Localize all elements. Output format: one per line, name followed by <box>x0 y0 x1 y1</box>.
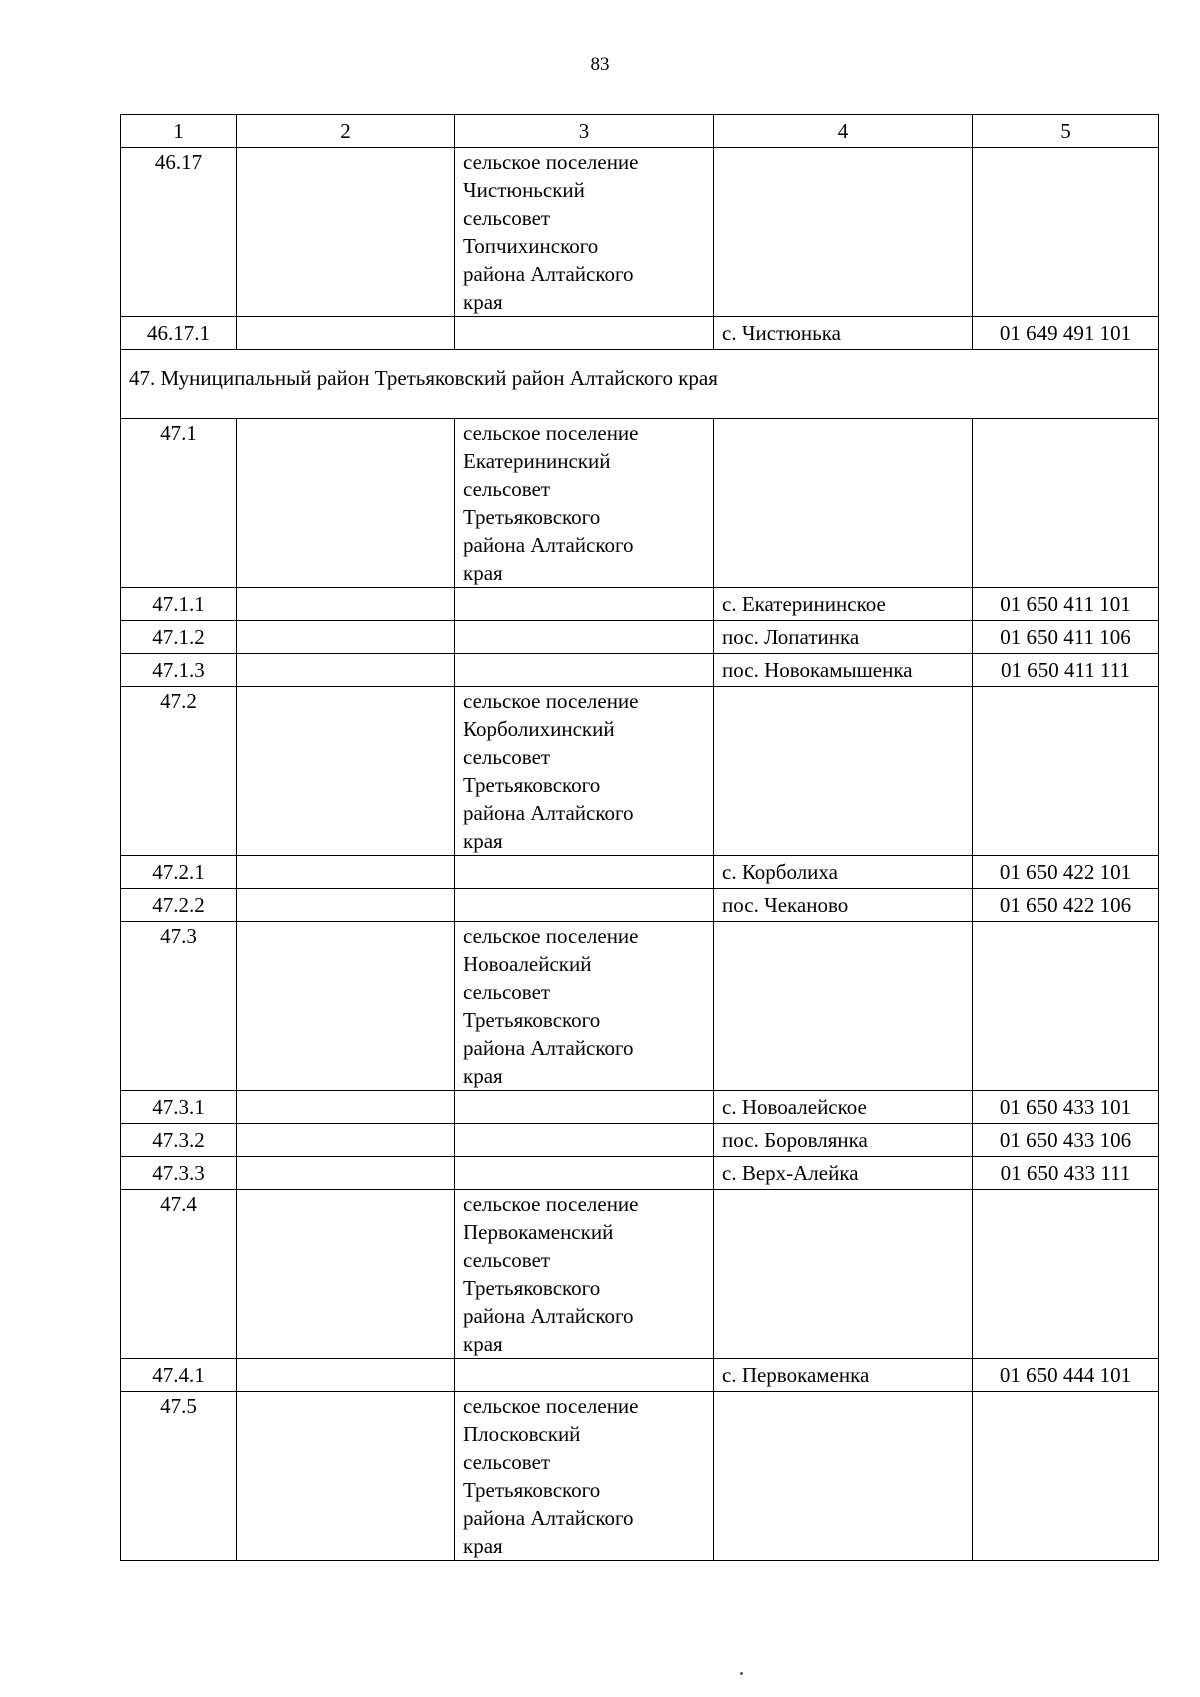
row-number: 47.5 <box>121 1392 237 1561</box>
settlement-name-line: края <box>463 290 503 314</box>
settlement-row <box>121 148 1159 317</box>
empty-cell <box>237 148 455 317</box>
locality-row <box>121 621 1159 654</box>
oktmo-code: 01 650 422 101 <box>973 856 1159 889</box>
column-header-5: 5 <box>973 115 1159 148</box>
settlement-row <box>121 687 1159 856</box>
empty-cell <box>237 1392 455 1561</box>
oktmo-code: 01 650 411 111 <box>973 654 1159 687</box>
row-number: 47.4 <box>121 1190 237 1359</box>
locality-name: с. Екатерининское <box>714 588 973 621</box>
settlement-name-line: сельское поселение <box>463 924 639 948</box>
empty-cell <box>973 148 1159 317</box>
empty-cell <box>237 1190 455 1359</box>
row-number: 47.3.2 <box>121 1124 237 1157</box>
settlement-name-line: района Алтайского <box>463 1506 634 1530</box>
settlement-name <box>455 419 714 588</box>
empty-cell <box>237 856 455 889</box>
locality-row <box>121 654 1159 687</box>
settlement-name-line: сельсовет <box>463 477 551 501</box>
oktmo-code: 01 649 491 101 <box>973 317 1159 350</box>
locality-row <box>121 889 1159 922</box>
empty-cell <box>237 621 455 654</box>
settlement-name-line: района Алтайского <box>463 1304 634 1328</box>
empty-cell <box>714 1392 973 1561</box>
settlement-name-line: сельское поселение <box>463 689 639 713</box>
column-header-1: 1 <box>121 115 237 148</box>
row-number: 47.3 <box>121 922 237 1091</box>
settlement-name-line: сельсовет <box>463 1248 551 1272</box>
row-number: 47.4.1 <box>121 1359 237 1392</box>
empty-cell <box>455 621 714 654</box>
empty-cell <box>237 317 455 350</box>
locality-row <box>121 317 1159 350</box>
section-heading: 47. Муниципальный район Третьяковский район Алтайского края <box>121 350 1159 419</box>
table-body <box>121 148 1159 1561</box>
locality-name: пос. Боровлянка <box>714 1124 973 1157</box>
settlement-name-line: сельсовет <box>463 980 551 1004</box>
settlement-name-line: Чистюньский <box>463 178 585 202</box>
settlement-row <box>121 1392 1159 1561</box>
locality-name: с. Новоалейское <box>714 1091 973 1124</box>
empty-cell <box>237 889 455 922</box>
oktmo-code: 01 650 433 106 <box>973 1124 1159 1157</box>
oktmo-code: 01 650 422 106 <box>973 889 1159 922</box>
registry-table <box>120 114 1159 1561</box>
locality-name: пос. Чеканово <box>714 889 973 922</box>
page-number: 83 <box>590 54 610 75</box>
empty-cell <box>237 687 455 856</box>
locality-name: с. Верх-Алейка <box>714 1157 973 1190</box>
settlement-name <box>455 148 714 317</box>
empty-cell <box>973 922 1159 1091</box>
settlement-name-line: района Алтайского <box>463 533 634 557</box>
locality-name: пос. Новокамышенка <box>714 654 973 687</box>
settlement-name <box>455 922 714 1091</box>
empty-cell <box>455 1124 714 1157</box>
locality-row <box>121 588 1159 621</box>
row-number: 47.1.2 <box>121 621 237 654</box>
locality-name: с. Чистюнька <box>714 317 973 350</box>
empty-cell <box>237 588 455 621</box>
locality-name: с. Первокаменка <box>714 1359 973 1392</box>
settlement-name-line: Первокаменский <box>463 1220 614 1244</box>
empty-cell <box>973 687 1159 856</box>
row-number: 47.2.2 <box>121 889 237 922</box>
settlement-name-line: сельское поселение <box>463 1394 639 1418</box>
locality-name: пос. Лопатинка <box>714 621 973 654</box>
oktmo-code: 01 650 433 111 <box>973 1157 1159 1190</box>
row-number: 47.1.1 <box>121 588 237 621</box>
empty-cell <box>714 922 973 1091</box>
settlement-name-line: Екатерининский <box>463 449 611 473</box>
empty-cell <box>973 419 1159 588</box>
locality-row <box>121 856 1159 889</box>
settlement-name-line: Плосковский <box>463 1422 581 1446</box>
settlement-name-line: края <box>463 1064 503 1088</box>
settlement-name-line: сельское поселение <box>463 150 639 174</box>
empty-cell <box>973 1190 1159 1359</box>
row-number: 47.2 <box>121 687 237 856</box>
empty-cell <box>455 856 714 889</box>
oktmo-code: 01 650 433 101 <box>973 1091 1159 1124</box>
empty-cell <box>455 1359 714 1392</box>
oktmo-code: 01 650 444 101 <box>973 1359 1159 1392</box>
settlement-name-line: Новоалейский <box>463 952 592 976</box>
empty-cell <box>455 654 714 687</box>
settlement-row <box>121 419 1159 588</box>
oktmo-code: 01 650 411 101 <box>973 588 1159 621</box>
row-number: 46.17.1 <box>121 317 237 350</box>
settlement-name-line: Третьяковского <box>463 1008 601 1032</box>
locality-row <box>121 1091 1159 1124</box>
settlement-name-line: Третьяковского <box>463 773 601 797</box>
settlement-name-line: Третьяковского <box>463 505 601 529</box>
row-number: 47.1 <box>121 419 237 588</box>
settlement-name-line: края <box>463 1534 503 1558</box>
settlement-name-line: Третьяковского <box>463 1276 601 1300</box>
settlement-row <box>121 1190 1159 1359</box>
empty-cell <box>455 889 714 922</box>
column-header-4: 4 <box>714 115 973 148</box>
settlement-name-line: сельсовет <box>463 206 551 230</box>
settlement-name <box>455 1392 714 1561</box>
empty-cell <box>237 922 455 1091</box>
empty-cell <box>973 1392 1159 1561</box>
settlement-name-line: Корболихинский <box>463 717 615 741</box>
settlement-name-line: сельсовет <box>463 1450 551 1474</box>
locality-name: с. Корболиха <box>714 856 973 889</box>
settlement-name-line: района Алтайского <box>463 801 634 825</box>
row-number: 47.3.1 <box>121 1091 237 1124</box>
table-header-row <box>121 115 1159 148</box>
oktmo-code: 01 650 411 106 <box>973 621 1159 654</box>
empty-cell <box>237 1091 455 1124</box>
settlement-name-line: края <box>463 561 503 585</box>
settlement-name-line: района Алтайского <box>463 1036 634 1060</box>
empty-cell <box>237 1359 455 1392</box>
row-number: 46.17 <box>121 148 237 317</box>
column-header-3: 3 <box>455 115 714 148</box>
empty-cell <box>455 1157 714 1190</box>
scan-artifact-dot <box>740 1672 743 1675</box>
settlement-row <box>121 922 1159 1091</box>
settlement-name-line: сельсовет <box>463 745 551 769</box>
settlement-name <box>455 687 714 856</box>
settlement-name-line: края <box>463 829 503 853</box>
empty-cell <box>237 1157 455 1190</box>
locality-row <box>121 1157 1159 1190</box>
empty-cell <box>714 148 973 317</box>
empty-cell <box>237 419 455 588</box>
empty-cell <box>237 1124 455 1157</box>
settlement-name-line: Топчихинского <box>463 234 599 258</box>
settlement-name-line: района Алтайского <box>463 262 634 286</box>
locality-row <box>121 1124 1159 1157</box>
row-number: 47.2.1 <box>121 856 237 889</box>
empty-cell <box>237 654 455 687</box>
empty-cell <box>455 1091 714 1124</box>
settlement-name-line: сельское поселение <box>463 1192 639 1216</box>
settlement-name-line: края <box>463 1332 503 1356</box>
empty-cell <box>455 588 714 621</box>
row-number: 47.1.3 <box>121 654 237 687</box>
settlement-name-line: Третьяковского <box>463 1478 601 1502</box>
empty-cell <box>714 687 973 856</box>
empty-cell <box>714 1190 973 1359</box>
row-number: 47.3.3 <box>121 1157 237 1190</box>
settlement-name <box>455 1190 714 1359</box>
empty-cell <box>455 317 714 350</box>
settlement-name-line: сельское поселение <box>463 421 639 445</box>
locality-row <box>121 1359 1159 1392</box>
column-header-2: 2 <box>237 115 455 148</box>
empty-cell <box>714 419 973 588</box>
section-heading-row <box>121 350 1159 419</box>
